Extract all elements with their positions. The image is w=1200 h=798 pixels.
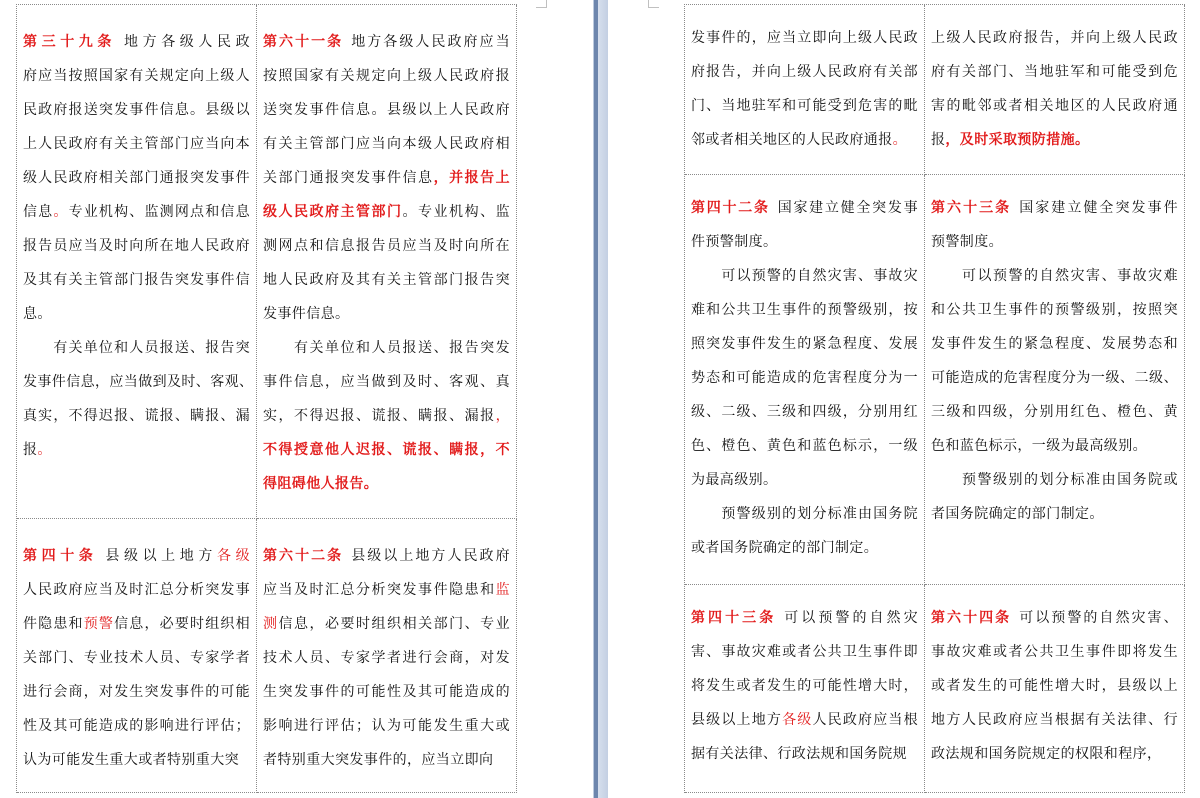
text-line <box>263 161 510 195</box>
text-line <box>23 195 250 229</box>
text-run: 县级以上地方 <box>105 548 217 564</box>
text-run: 色和蓝色标示，一级为最高级别。 <box>931 438 1147 454</box>
text-line <box>23 365 254 399</box>
text-run: 送突发事件信息。县级以上人民政府 <box>263 102 510 118</box>
text-line <box>691 55 918 89</box>
text-line <box>23 297 250 331</box>
text-run: 级人民政府主管部门 <box>263 204 403 220</box>
text-run: 级人民政府相关部门通报突发事件 <box>23 170 250 186</box>
text-run: 应当及时汇总分析突发事件隐患和 <box>263 582 496 598</box>
text-run: 真实，不得迟报、谎报、瞒报、漏 <box>23 408 250 424</box>
text-line <box>931 395 1178 429</box>
text-line <box>263 675 510 709</box>
text-line <box>23 161 250 195</box>
text-line <box>931 737 1178 771</box>
text-run: 各级 <box>216 548 250 564</box>
text-run: 事件信息，应当做到及时、客观、真 <box>263 374 510 390</box>
text-run: 可能造成的危害程度分为一级、二级、 <box>931 370 1178 386</box>
text-run: 人民政府应当及时汇总分析突发事 <box>23 582 250 598</box>
text-run: 生突发事件的可能性及其可能造成的 <box>263 684 510 700</box>
text-line <box>691 703 918 737</box>
text-line <box>263 365 510 399</box>
text-run: 府应当按照国家有关规定向上级人 <box>23 68 250 84</box>
text-line <box>691 293 918 327</box>
text-run: 关部门、专业技术人员、专家学者 <box>23 650 250 666</box>
text-line <box>691 635 918 669</box>
text-line <box>691 531 918 565</box>
text-line <box>931 123 1178 157</box>
text-run: 发事件发生的紧急程度、发展势态和 <box>931 336 1178 352</box>
text-line <box>263 573 510 607</box>
text-line <box>691 191 918 225</box>
text-run: 或者国务院确定的部门制定。 <box>691 540 879 556</box>
text-line <box>691 669 918 703</box>
cell-article-40 <box>17 519 257 793</box>
text-line <box>23 743 250 777</box>
text-line <box>23 539 250 573</box>
text-line <box>931 293 1178 327</box>
text-line <box>23 399 250 433</box>
text-run: 县级以上地方 <box>691 712 783 728</box>
text-run: 预警级别的划分标准由国务院 <box>691 506 918 522</box>
text-line <box>263 467 510 501</box>
text-run: 报 <box>931 132 946 148</box>
cell-article-40-cont <box>685 5 925 175</box>
text-line <box>263 93 510 127</box>
text-run: 据有关法律、行政法规和国务院规 <box>691 746 907 762</box>
text-line <box>263 195 510 229</box>
text-line <box>931 497 1178 531</box>
text-run: 发事件的，应当立即向上级人民政 <box>691 30 918 46</box>
text-run: 为最高级别。 <box>691 472 778 488</box>
text-line <box>263 399 510 433</box>
text-line <box>931 225 1178 259</box>
text-line <box>691 327 918 361</box>
text-line <box>263 433 510 467</box>
text-run: 害的毗邻或者相关地区的人民政府通 <box>931 98 1178 114</box>
cell-article-62 <box>257 519 517 793</box>
text-line <box>691 123 918 157</box>
cell-article-42 <box>685 175 925 585</box>
text-run: 息。 <box>23 306 52 322</box>
text-run: 件隐患和 <box>23 616 84 632</box>
text-line <box>23 433 250 467</box>
text-run: 关部门通报突发事件信息 <box>263 170 434 186</box>
text-run: 可以预警的自然灾 <box>784 610 918 626</box>
text-run: 难和公共卫生事件的预警级别，按 <box>691 302 918 318</box>
page-gutter <box>593 0 608 798</box>
text-run: 可以预警的自然灾害、事故灾难 <box>931 268 1178 284</box>
comparison-table <box>16 4 517 793</box>
text-run: 国家建立健全突发事 <box>777 200 919 216</box>
text-run: 得阻碍他人报告。 <box>263 476 379 492</box>
text-line <box>931 259 1178 293</box>
text-line <box>931 635 1178 669</box>
article-heading: 第六十二条 <box>263 548 344 564</box>
text-line <box>23 607 250 641</box>
comparison-table <box>684 4 1185 793</box>
text-line <box>691 395 918 429</box>
text-line <box>691 737 918 771</box>
text-run: 可以预警的自然灾害、 <box>1019 610 1179 626</box>
text-run: 。专业机构、监 <box>402 204 510 220</box>
text-line <box>263 263 510 297</box>
text-line <box>23 59 250 93</box>
text-run: 县级以上地方人民政府 <box>351 548 511 564</box>
text-run: 预警 <box>83 616 115 632</box>
text-run: 事故灾难或者公共卫生事件即将发生 <box>931 644 1178 660</box>
text-run: ，及时采取预防措施。 <box>945 132 1090 148</box>
text-run: 三级和四级，分别用红色、橙色、黄 <box>931 404 1178 420</box>
text-run: 实，不得迟报、谎报、瞒报、漏报 <box>263 408 496 424</box>
text-run: 认为可能发生重大或者特别重大突 <box>23 752 239 768</box>
text-line <box>263 59 510 93</box>
text-run: 政法规和国务院规定的权限和程序， <box>931 746 1162 762</box>
text-run: 进行会商，对发生突发事件的可能 <box>23 684 250 700</box>
text-run: 可以预警的自然灾害、事故灾 <box>691 268 918 284</box>
text-run: 技术人员、专家学者进行会商，对发 <box>263 650 510 666</box>
text-run: 地方各级人民政 <box>124 34 250 50</box>
text-run: 信息，必要时组织相关部门、专业 <box>278 616 511 632</box>
cell-article-62-cont <box>925 5 1185 175</box>
text-line <box>691 497 918 531</box>
text-run: 者特别重大突发事件的，应当立即向 <box>263 752 494 768</box>
text-run: 有关主管部门应当向本级人民政府相 <box>263 136 510 152</box>
text-line <box>23 25 250 59</box>
article-heading: 第六十一条 <box>263 34 344 50</box>
text-line <box>23 229 250 263</box>
text-line <box>23 641 250 675</box>
text-line <box>263 709 510 743</box>
text-line <box>931 601 1178 635</box>
text-line <box>263 127 510 161</box>
text-line <box>691 21 918 55</box>
text-line <box>23 331 250 365</box>
text-run: 。 <box>37 442 52 458</box>
text-line <box>23 127 250 161</box>
text-run: 报告员应当及时向所在地人民政府 <box>23 238 250 254</box>
document-page-right <box>608 0 1200 798</box>
text-run: 信息 <box>23 204 54 220</box>
text-run: 邻或者相关地区的人民政府通报 <box>691 132 893 148</box>
text-line <box>23 675 250 709</box>
text-line <box>263 743 510 777</box>
text-run: 监 <box>495 582 510 598</box>
text-run: 者国务院确定的部门制定。 <box>931 506 1104 522</box>
text-run: 各级 <box>782 712 813 728</box>
text-run: 国家建立健全突发事件 <box>1019 200 1179 216</box>
text-line <box>263 331 510 365</box>
text-run: 预警制度。 <box>931 234 1003 250</box>
text-line <box>23 263 250 297</box>
text-line <box>263 297 510 331</box>
text-run: 。 <box>892 132 908 148</box>
text-line <box>691 259 918 293</box>
text-run: 府报告，并向上级人民政府有关部 <box>691 64 918 80</box>
cell-article-64 <box>925 585 1185 793</box>
text-run: 照突发事件发生的紧急程度、发展 <box>691 336 918 352</box>
text-line <box>931 327 1178 361</box>
text-run: 势态和可能造成的危害程度分为一 <box>691 370 918 386</box>
article-heading: 第四十二条 <box>691 200 770 216</box>
text-run: 测网点和信息报告员应当及时向所在 <box>263 238 510 254</box>
article-heading: 第四十三条 <box>691 610 777 626</box>
text-run: 按照国家有关规定向上级人民政府报 <box>263 68 510 84</box>
text-run: 测 <box>263 616 279 632</box>
text-run: 门、当地驻军和可能受到危害的毗 <box>691 98 918 114</box>
text-run: ，并报告上 <box>433 170 511 186</box>
text-line <box>263 229 510 263</box>
text-run: 地方各级人民政府应当 <box>351 34 511 50</box>
text-line <box>23 573 250 607</box>
text-run: 有关单位和人员报送、报告突 <box>23 340 250 356</box>
text-line <box>691 225 918 259</box>
text-line <box>23 93 250 127</box>
text-line <box>931 429 1178 463</box>
text-line <box>263 607 510 641</box>
text-run: 及其有关主管部门报告突发事件信 <box>23 272 250 288</box>
text-run: 府有关部门、当地驻军和可能受到危 <box>931 64 1178 80</box>
cell-article-39 <box>17 5 257 519</box>
text-line <box>263 25 510 59</box>
text-run: 地人民政府及其有关主管部门报告突 <box>263 272 510 288</box>
text-run: 专业机构、监测网点和信息 <box>68 204 250 220</box>
article-heading: 第四十条 <box>23 548 98 564</box>
text-run: 。 <box>53 204 69 220</box>
text-line <box>931 703 1178 737</box>
text-run: 影响进行评估；认为可能发生重大或 <box>263 718 510 734</box>
text-run: 性及其可能造成的影响进行评估； <box>23 718 250 734</box>
text-line <box>691 601 918 635</box>
text-run: 上人民政府有关主管部门应当向本 <box>23 136 250 152</box>
cell-article-61 <box>257 5 517 519</box>
text-line <box>931 669 1178 703</box>
text-run: 地方人民政府应当根据有关法律、行 <box>931 712 1178 728</box>
text-line <box>931 463 1178 497</box>
text-line <box>691 361 918 395</box>
text-run: 有关单位和人员报送、报告突发 <box>263 340 510 356</box>
text-line <box>263 641 510 675</box>
text-line <box>931 55 1178 89</box>
text-line <box>931 191 1178 225</box>
text-line <box>691 463 918 497</box>
text-run: 件预警制度。 <box>691 234 778 250</box>
article-heading: 第六十四条 <box>931 610 1012 626</box>
text-run: 或者发生的可能性增大时，县级以上 <box>931 678 1178 694</box>
text-line <box>263 539 510 573</box>
text-run: 报 <box>23 442 38 458</box>
text-run: 将发生或者发生的可能性增大时， <box>691 678 918 694</box>
cell-article-43 <box>685 585 925 793</box>
cell-article-63 <box>925 175 1185 585</box>
text-run: 民政府报送突发事件信息。县级以 <box>23 102 250 118</box>
article-heading: 第六十三条 <box>931 200 1012 216</box>
text-run: 上级人民政府报告，并向上级人民政 <box>931 30 1178 46</box>
text-run: 和公共卫生事件的预警级别，按照突 <box>931 302 1178 318</box>
text-run: 预警级别的划分标准由国务院或 <box>931 472 1178 488</box>
text-run: 害、事故灾难或者公共卫生事件即 <box>691 644 918 660</box>
text-run: 级、二级、三级和四级，分别用红 <box>691 404 918 420</box>
text-run: 发事件信息。 <box>263 306 350 322</box>
text-line <box>691 429 918 463</box>
text-line <box>931 361 1178 395</box>
text-run: ， <box>495 408 510 424</box>
text-line <box>691 89 918 123</box>
page-corner-mark <box>648 0 659 8</box>
document-page-left <box>0 0 593 798</box>
page-corner-mark <box>536 0 547 8</box>
text-run: 色、橙色、黄色和蓝色标示，一级 <box>691 438 918 454</box>
text-line <box>931 21 1178 55</box>
text-line <box>23 709 250 743</box>
article-heading: 第三十九条 <box>23 34 116 50</box>
text-run: 人民政府应当根 <box>812 712 918 728</box>
text-run: 不得授意他人迟报、谎报、瞒报，不 <box>263 442 510 458</box>
text-run: 发事件信息，应当做到及时、客观、 <box>23 374 254 390</box>
text-line <box>931 89 1178 123</box>
text-run: 信息，必要时组织相 <box>114 616 250 632</box>
